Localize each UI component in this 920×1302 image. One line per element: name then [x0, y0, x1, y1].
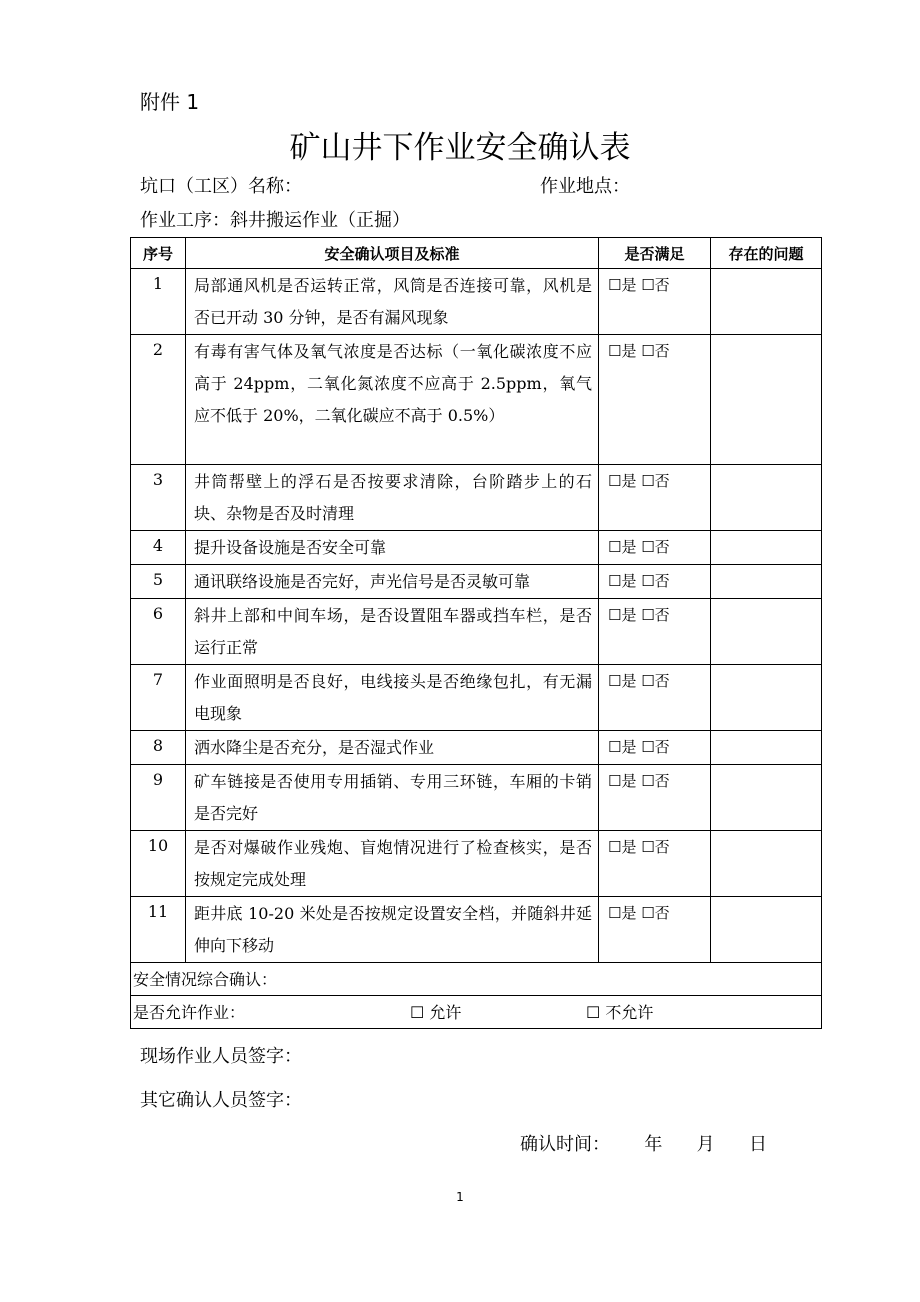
table-header-row — [131, 238, 822, 269]
row-item-text: 作业面照明是否良好，电线接头是否绝缘包扎，有无漏电现象 — [194, 672, 592, 723]
row-number: 8 — [131, 731, 186, 765]
row-satisfied-cell — [599, 531, 711, 565]
permit-no-option[interactable]: ☐ 不允许 — [586, 1003, 654, 1022]
row-satisfied-cell — [599, 269, 711, 335]
row-satisfied-cell — [599, 665, 711, 731]
permit-yes-option[interactable]: ☐ 允许 — [410, 1003, 462, 1022]
row-item-text: 井筒帮壁上的浮石是否按要求清除，台阶踏步上的石块、杂物是否及时清理 — [194, 472, 592, 523]
row-issues-cell[interactable] — [711, 599, 822, 665]
row-satisfied-cell — [599, 897, 711, 963]
row-number: 9 — [131, 765, 186, 831]
table-row — [131, 565, 822, 599]
row-satisfied-cell — [599, 765, 711, 831]
header-issues: 存在的问题 — [711, 238, 822, 269]
row-item-cell — [186, 335, 599, 465]
row-item-text: 有毒有害气体及氧气浓度是否达标（一氧化碳浓度不应高于 24ppm，二氧化氮浓度不应高于 2.5ppm，氧气应不低于 20%，二氧化碳应不高于 0.5%） — [194, 342, 592, 425]
row-number: 11 — [131, 897, 186, 963]
row-issues-cell[interactable] — [711, 269, 822, 335]
row-number: 6 — [131, 599, 186, 665]
row-satisfied-cell — [599, 465, 711, 531]
yes-no-checkboxes[interactable]: ☐是 ☐否 — [608, 606, 670, 624]
yes-no-checkboxes[interactable]: ☐是 ☐否 — [608, 738, 670, 756]
summary-label[interactable]: 安全情况综合确认： — [131, 963, 822, 996]
header-no: 序号 — [131, 238, 186, 269]
summary-row — [131, 963, 822, 996]
row-issues-cell[interactable] — [711, 335, 822, 465]
row-item-cell — [186, 897, 599, 963]
row-number: 10 — [131, 831, 186, 897]
yes-no-checkboxes[interactable]: ☐是 ☐否 — [608, 472, 670, 490]
procedure-label: 作业工序：斜井搬运作业（正掘） — [140, 210, 410, 231]
permit-cell — [131, 996, 822, 1029]
row-item-text: 斜井上部和中间车场，是否设置阻车器或挡车栏，是否运行正常 — [194, 606, 592, 657]
row-item-cell — [186, 831, 599, 897]
row-item-cell — [186, 665, 599, 731]
row-item-text: 局部通风机是否运转正常，风筒是否连接可靠，风机是否已开动 30 分钟，是否有漏风现象 — [194, 276, 592, 327]
other-signature-label: 其它确认人员签字： — [140, 1090, 302, 1111]
row-issues-cell[interactable] — [711, 731, 822, 765]
table-row — [131, 731, 822, 765]
permit-label: 是否允许作业： — [133, 1003, 246, 1022]
table-row — [131, 531, 822, 565]
page-title: 矿山井下作业安全确认表 — [289, 130, 631, 166]
yes-no-checkboxes[interactable]: ☐是 ☐否 — [608, 772, 670, 790]
row-issues-cell[interactable] — [711, 565, 822, 599]
permit-row — [131, 996, 822, 1029]
row-item-cell — [186, 765, 599, 831]
row-item-text: 洒水降尘是否充分，是否湿式作业 — [194, 738, 435, 757]
row-issues-cell[interactable] — [711, 831, 822, 897]
row-item-cell — [186, 731, 599, 765]
yes-no-checkboxes[interactable]: ☐是 ☐否 — [608, 572, 670, 590]
row-issues-cell[interactable] — [711, 665, 822, 731]
header-item: 安全确认项目及标准 — [186, 238, 599, 269]
row-satisfied-cell — [599, 599, 711, 665]
row-issues-cell[interactable] — [711, 765, 822, 831]
safety-checklist-table — [130, 237, 822, 1029]
table-row — [131, 599, 822, 665]
row-item-text: 通讯联络设施是否完好，声光信号是否灵敏可靠 — [194, 572, 531, 591]
row-satisfied-cell — [599, 731, 711, 765]
row-issues-cell[interactable] — [711, 465, 822, 531]
row-number: 5 — [131, 565, 186, 599]
row-issues-cell[interactable] — [711, 531, 822, 565]
row-satisfied-cell — [599, 335, 711, 465]
row-number: 4 — [131, 531, 186, 565]
yes-no-checkboxes[interactable]: ☐是 ☐否 — [608, 276, 670, 294]
header-satisfied: 是否满足 — [599, 238, 711, 269]
yes-no-checkboxes[interactable]: ☐是 ☐否 — [608, 838, 670, 856]
row-number: 7 — [131, 665, 186, 731]
table-row — [131, 269, 822, 335]
table-row — [131, 897, 822, 963]
yes-no-checkboxes[interactable]: ☐是 ☐否 — [608, 342, 670, 360]
row-satisfied-cell — [599, 565, 711, 599]
table-row — [131, 335, 822, 465]
row-number: 3 — [131, 465, 186, 531]
row-number: 2 — [131, 335, 186, 465]
row-item-cell — [186, 531, 599, 565]
table-row — [131, 465, 822, 531]
confirm-time-label: 确认时间： 年 月 日 — [520, 1134, 767, 1155]
onsite-signature-label: 现场作业人员签字： — [140, 1046, 302, 1067]
row-issues-cell[interactable] — [711, 897, 822, 963]
row-item-text: 距井底 10-20 米处是否按规定设置安全档，并随斜井延伸向下移动 — [194, 904, 592, 955]
row-item-cell — [186, 465, 599, 531]
row-item-cell — [186, 269, 599, 335]
yes-no-checkboxes[interactable]: ☐是 ☐否 — [608, 672, 670, 690]
table-row — [131, 665, 822, 731]
attachment-label: 附件 1 — [140, 90, 200, 114]
row-item-cell — [186, 599, 599, 665]
site-name-label: 坑口（工区）名称： — [140, 176, 302, 197]
row-satisfied-cell — [599, 831, 711, 897]
row-item-text: 是否对爆破作业残炮、盲炮情况进行了检查核实，是否按规定完成处理 — [194, 838, 592, 889]
page-number: 1 — [456, 1190, 464, 1204]
work-location-label: 作业地点： — [540, 176, 630, 197]
table-row — [131, 765, 822, 831]
yes-no-checkboxes[interactable]: ☐是 ☐否 — [608, 904, 670, 922]
row-item-text: 矿车链接是否使用专用插销、专用三环链，车厢的卡销是否完好 — [194, 772, 592, 823]
row-number: 1 — [131, 269, 186, 335]
row-item-cell — [186, 565, 599, 599]
yes-no-checkboxes[interactable]: ☐是 ☐否 — [608, 538, 670, 556]
row-item-text: 提升设备设施是否安全可靠 — [194, 538, 387, 557]
table-row — [131, 831, 822, 897]
